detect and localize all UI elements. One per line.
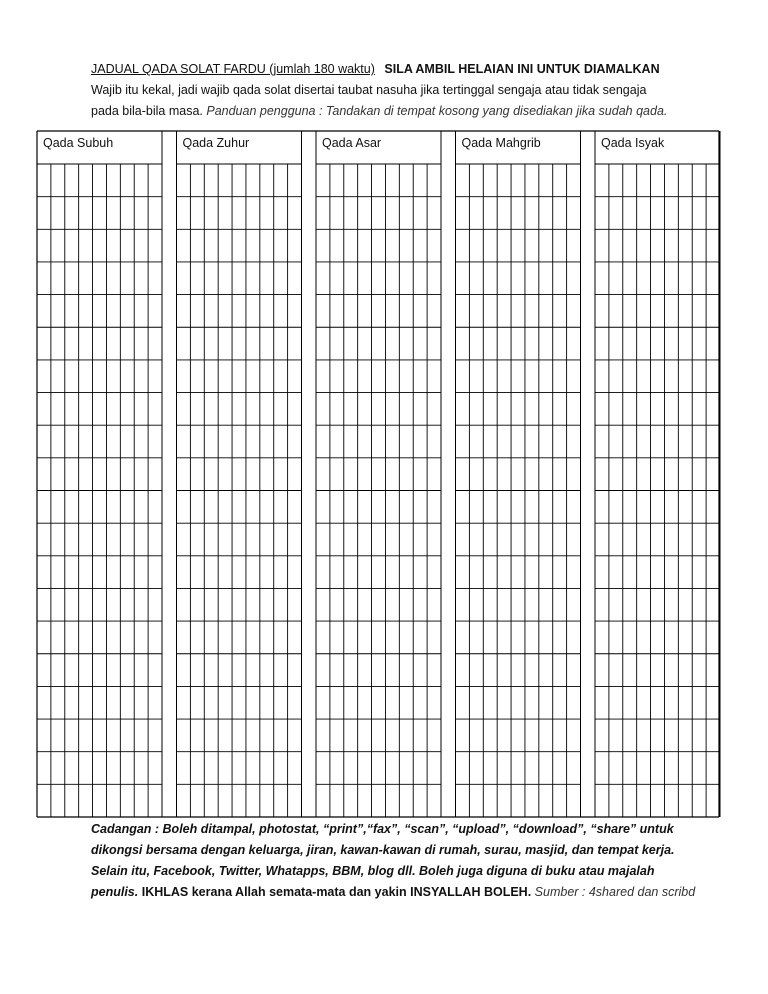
document-title: JADUAL QADA SOLAT FARDU (jumlah 180 waktu) xyxy=(91,62,375,76)
footer-line-4-italic: penulis. xyxy=(91,885,139,899)
footer-line-4-plain: IKHLAS kerana Allah semata-mata dan yakin INSYALLAH BOLEH. xyxy=(141,885,532,899)
footer-line-1: Cadangan : Boleh ditampal, photostat, “print”,“fax”, “scan”, “upload”, “download”, “share” untuk xyxy=(91,822,674,836)
column-header-1: Qada Subuh xyxy=(43,136,114,150)
instruction-text: SILA AMBIL HELAIAN INI UNTUK DIAMALKAN xyxy=(384,62,660,76)
header-line-3-plain: pada bila-bila masa. xyxy=(91,104,203,118)
column-header-5: Qada Isyak xyxy=(601,136,665,150)
column-header-2: Qada Zuhur xyxy=(182,136,250,150)
source-text: Sumber : 4shared dan scribd xyxy=(534,885,696,899)
user-guide-text: Panduan pengguna : Tandakan di tempat kosong yang disediakan jika sudah qada. xyxy=(206,104,668,118)
footer-line-2: dikongsi bersama dengan keluarga, jiran, kawan-kawan di rumah, surau, masjid, dan tempat kerja. xyxy=(91,843,675,857)
footer-line-3: Selain itu, Facebook, Twitter, Whatapps, BBM, blog dll. Boleh juga diguna di buku atau majalah xyxy=(91,864,655,878)
header-line-2: Wajib itu kekal, jadi wajib qada solat disertai taubat nasuha jika tertinggal sengaja atau tidak sengaja xyxy=(91,83,647,97)
column-header-3: Qada Asar xyxy=(322,136,382,150)
footer-line-4 xyxy=(91,884,695,900)
column-header-4: Qada Mahgrib xyxy=(461,136,541,150)
